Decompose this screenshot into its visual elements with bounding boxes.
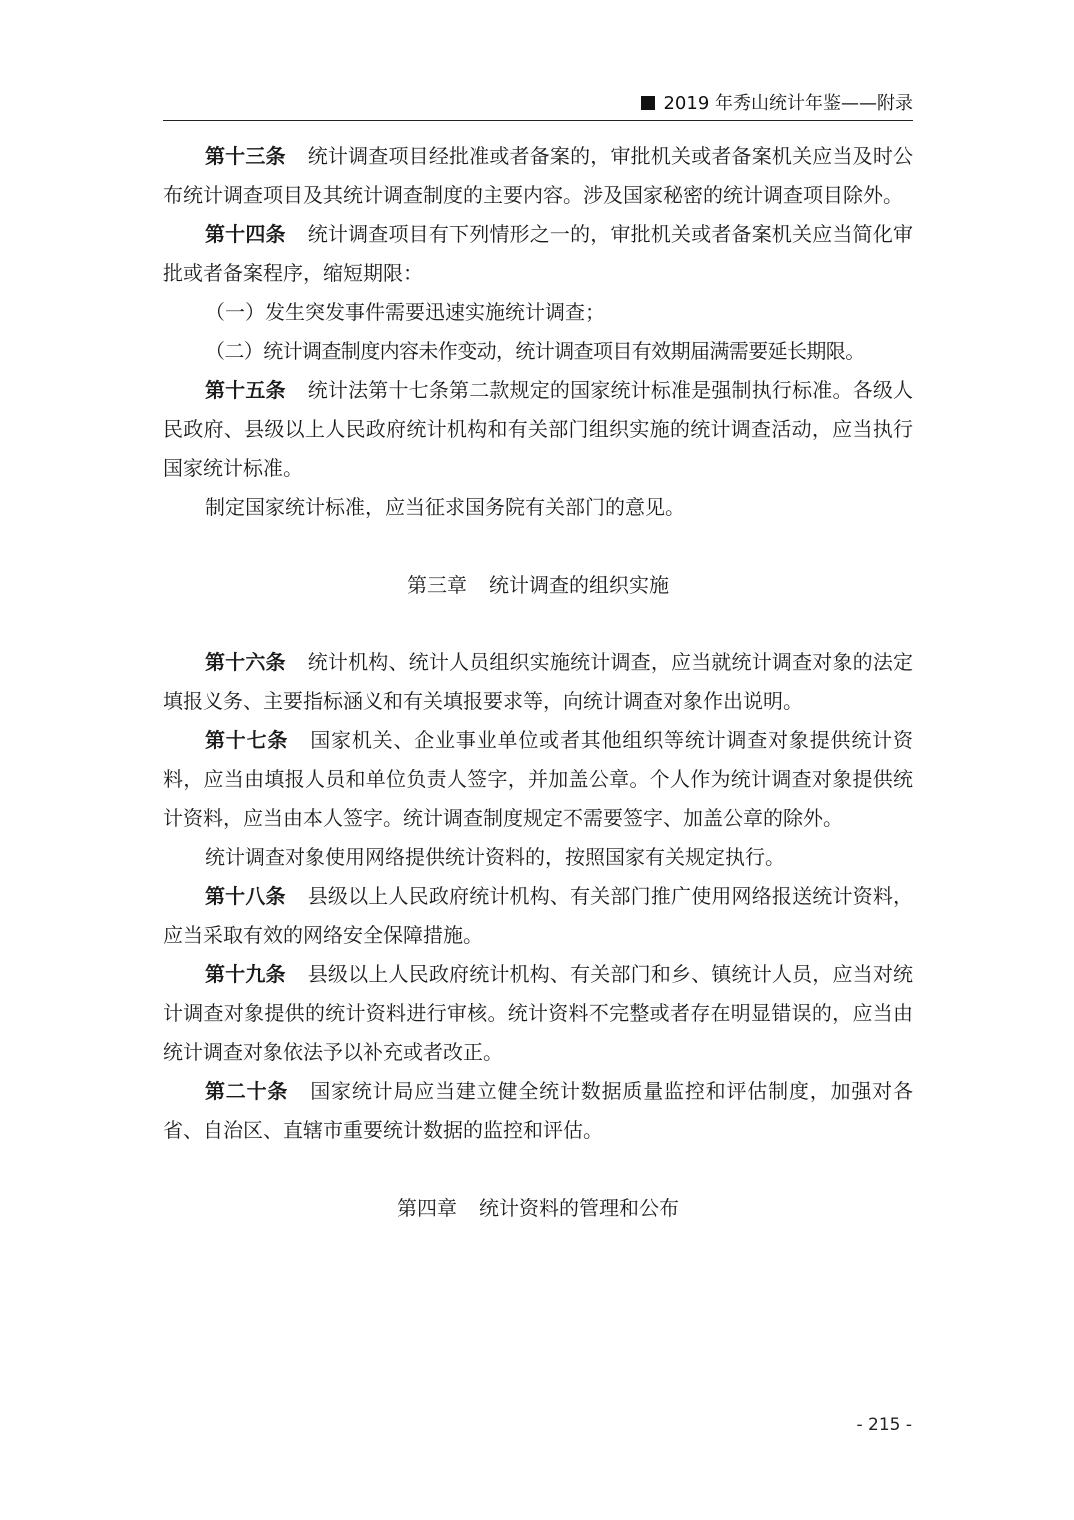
chapter-title: 统计调查的组织实施 bbox=[489, 573, 669, 597]
article-text: 统计机构、统计人员组织实施统计调查，应当就统计调查对象的法定填报义务、主要指标涵义和有关填报要求等，向统计调查对象作出说明。 bbox=[163, 650, 914, 713]
article-number: 第十九条 bbox=[205, 962, 286, 986]
chapter-heading-3 bbox=[163, 566, 913, 605]
article-15 bbox=[163, 371, 913, 488]
article-17-extra: 统计调查对象使用网络提供统计资料的，按照国家有关规定执行。 bbox=[205, 845, 785, 869]
header-square-icon bbox=[641, 96, 655, 110]
article-text: 国家统计局应当建立健全统计数据质量监控和评估制度，加强对各省、自治区、直辖市重要统计数据的监控和评估。 bbox=[163, 1079, 913, 1142]
article-number: 第十七条 bbox=[205, 728, 289, 752]
chapter-number: 第三章 bbox=[407, 573, 467, 597]
article-16 bbox=[163, 643, 913, 721]
article-14-item-1: （一）发生突发事件需要迅速实施统计调查； bbox=[205, 300, 605, 324]
article-19 bbox=[163, 955, 913, 1072]
article-number: 第十六条 bbox=[205, 650, 286, 674]
article-number: 第十三条 bbox=[205, 144, 286, 168]
spacer bbox=[163, 605, 913, 643]
page-body bbox=[163, 137, 913, 1228]
article-number: 第十四条 bbox=[205, 222, 286, 246]
chapter-title: 统计资料的管理和公布 bbox=[479, 1196, 679, 1220]
chapter-heading-4 bbox=[163, 1189, 913, 1228]
article-text: 县级以上人民政府统计机构、有关部门推广使用网络报送统计资料，应当采取有效的网络安全保障措施。 bbox=[163, 884, 914, 947]
spacer bbox=[163, 527, 913, 566]
article-text: 统计调查项目有下列情形之一的，审批机关或者备案机关应当简化审批或者备案程序，缩短期限： bbox=[163, 222, 914, 285]
article-number: 第十八条 bbox=[205, 884, 286, 908]
chapter-number: 第四章 bbox=[397, 1196, 457, 1220]
article-18 bbox=[163, 877, 913, 955]
article-text: 县级以上人民政府统计机构、有关部门和乡、镇统计人员，应当对统计调查对象提供的统计资料进行审核。统计资料不完整或者存在明显错误的，应当由统计调查对象依法予以补充或者改正。 bbox=[163, 962, 914, 1064]
running-header bbox=[163, 92, 913, 121]
article-14 bbox=[163, 215, 913, 293]
article-number: 第二十条 bbox=[205, 1079, 289, 1103]
article-17 bbox=[163, 721, 913, 838]
article-number: 第十五条 bbox=[205, 378, 286, 402]
running-header-text bbox=[641, 92, 913, 116]
page-number: - 215 - bbox=[856, 1415, 912, 1435]
header-title: 2019 年秀山统计年鉴——附录 bbox=[663, 93, 913, 114]
article-15-extra: 制定国家统计标准，应当征求国务院有关部门的意见。 bbox=[205, 495, 685, 519]
article-14-item-2: （二）统计调查制度内容未作变动，统计调查项目有效期届满需要延长期限。 bbox=[205, 339, 865, 363]
article-13 bbox=[163, 137, 913, 215]
article-text: 统计法第十七条第二款规定的国家统计标准是强制执行标准。各级人民政府、县级以上人民政府统计机构和有关部门组织实施的统计调查活动，应当执行国家统计标准。 bbox=[163, 378, 914, 480]
spacer bbox=[163, 1150, 913, 1189]
article-20 bbox=[163, 1072, 913, 1150]
article-text: 国家机关、企业事业单位或者其他组织等统计调查对象提供统计资料，应当由填报人员和单位负责人签字，并加盖公章。个人作为统计调查对象提供统计资料，应当由本人签字。统计调查制度规定不需要签字、加盖公章的除外。 bbox=[163, 728, 913, 830]
article-text: 统计调查项目经批准或者备案的，审批机关或者备案机关应当及时公布统计调查项目及其统计调查制度的主要内容。涉及国家秘密的统计调查项目除外。 bbox=[163, 144, 914, 207]
